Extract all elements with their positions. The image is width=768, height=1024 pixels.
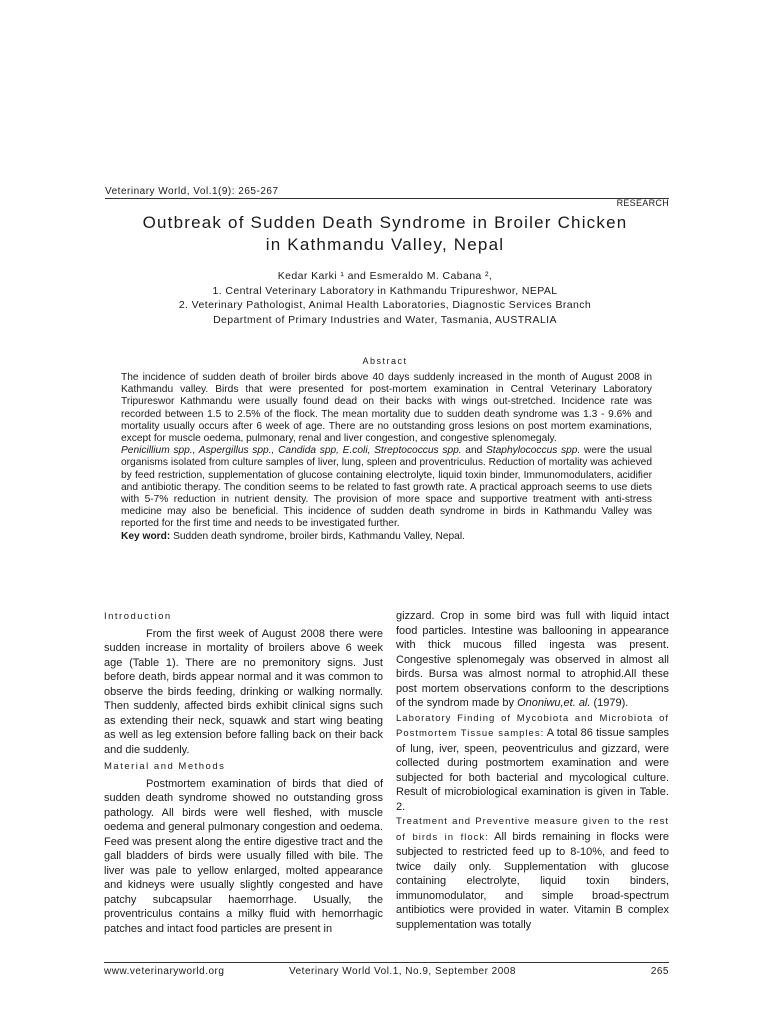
organism-and: and: [461, 445, 486, 457]
footer-rule: [104, 962, 669, 963]
abstract-paragraph-2-rest: were the usual organisms isolated from culture samples of liver, lung, spleen and proventriculus. Reduction of mortality was achieved by feed restriction, supplementation of glucose containing electrolyte, liquid toxin binder, Immunomodulaters, acidifier and antibiotic therapy. The condition seems to be related to fast growth rate. A practical approach seems to use diets with 5-7% reduction in nutrient density. The provision of more space and supportive treatment with anti-stress medicine may also be beneficial. This incidence of sudden death syndrome in birds in Kathmandu Valley was reported for the first time and needs to be investigated further.: [121, 445, 652, 530]
left-column: [104, 609, 383, 936]
keyword-label: Key word:: [121, 530, 171, 542]
author-names: Kedar Karki ¹ and Esmeraldo M. Cabana ²,: [277, 270, 493, 282]
organism-list: Penicillium spp., Aspergillus spp., Candida spp, E.coli, Streptococcus spp.: [121, 445, 462, 457]
article-category: RESEARCH: [616, 198, 669, 208]
title-line-1: Outbreak of Sudden Death Syndrome in Broiler Chicken: [142, 213, 628, 232]
methods-text: Postmortem examination of birds that died of sudden death syndrome showed no outstanding gross pathology. All birds were well fleshed, with muscle oedema and general pulmonary congestion and oedema. Feed was present along the entire digestive tract and the gall bladders of birds were usually filled with bile. The liver was pale to yellow enlarged, molted appearance and kidneys were usually slightly congested and have patchy subcapsular haemorrhage. Usually, the proventriculus contains a milky fluid with hemorrhagic patches and intact food particles are present in: [104, 777, 383, 935]
footer-issue: Veterinary World Vol.1, No.9, September 2008: [289, 966, 516, 977]
introduction-heading: Introduction: [104, 611, 172, 622]
affiliation-2: 2. Veterinary Pathologist, Animal Health Laboratories, Diagnostic Services Branch: [178, 299, 592, 311]
abstract-paragraph-1: The incidence of sudden death of broiler birds above 40 days suddenly increased in the month of August 2008 in Kathmandu valley. Birds that were presented for post-mortem examination in Central Veterinary Laboratory Tripureswor Kathmandu were usually found dead on their backs with wings out-stretched. Incidence rate was recorded between 1.5 to 2.5% of the flock. The mean mortality due to sudden death syndrome was 1.3 - 9.6% and mortality usually occurs after 6 week of age. There are no outstanding gross lesions on post mortem examinations, except for muscle oedema, pulmonary, renal and liver congestion, and congestive splenomegaly.: [121, 372, 652, 445]
treatment: [396, 814, 669, 932]
journal-citation: Veterinary World, Vol.1(9): 265-267: [105, 186, 279, 197]
findings-body: gizzard. Crop in some bird was full with liquid intact food particles. Intestine was ballooning in appearance with thick mucous filled ingesta was present. Congestive splenomegaly was observed in almost all birds. Bursa was almost normal to atrophid.All these post mortem observations conform to the descriptions of the syndrom made by: [396, 610, 669, 709]
page-number: 265: [650, 966, 669, 977]
treatment-text: All birds remaining in flocks were subjected to restricted feed up to 8-10%, and feed to twice daily only. Supplementation with glucose containing electrolyte, liquid toxin binders, immunomodulator, and simple broad-spectrum antibiotics were provided in water. Vitamin B complex supplementation was totally: [396, 830, 670, 931]
affiliation-3: Department of Primary Industries and Water, Tasmania, AUSTRALIA: [213, 313, 557, 326]
title-line-2: in Kathmandu Valley, Nepal: [265, 235, 505, 254]
abstract-text: [121, 372, 652, 543]
findings-text: [396, 609, 669, 711]
article-title: [85, 212, 685, 256]
treatment-heading: Treatment and Preventive measure given to the rest of birds in flock:: [396, 816, 669, 843]
introduction-text: From the first week of August 2008 there were sudden increase in mortality of broilers above 6 week age (Table 1). There are no premonitory signs. Just before death, birds appear normal and it was common to observe the birds feeding, drinking or walking normally. Then suddenly, affected birds exhibit clinical signs such as extending their neck, squawk and start wing beating as well as leg extension before falling back on their back and die suddenly.: [104, 627, 383, 756]
citation-year: (1979).: [590, 697, 629, 709]
keyword-list: Sudden death syndrome, broiler birds, Kathmandu Valley, Nepal.: [170, 530, 465, 542]
right-column: [396, 609, 669, 932]
keywords: [121, 531, 652, 543]
lab-heading: Laboratory Finding of Mycobiota and Microbiota of Postmortem Tissue samples:: [396, 712, 669, 739]
abstract-paragraph-2: [121, 445, 652, 530]
footer-website: www.veterinaryworld.org: [104, 966, 225, 977]
citation: Ononiwu,et. al.: [517, 697, 591, 709]
lab-text: A total 86 tissue samples of lung, iver, speen, peoventriculus and gizzard, were collected during postmortem examination and were subjected for both bacterial and mycological culture. Result of microbiological examination is given in Table. 2.: [396, 727, 669, 813]
abstract-heading: Abstract: [362, 356, 408, 366]
lab-findings: [396, 711, 669, 815]
header-rule: [105, 198, 669, 199]
organism-staph: Staphylococcus spp.: [486, 445, 581, 457]
author-block: [85, 269, 685, 327]
affiliation-1: 1. Central Veterinary Laboratory in Kathmandu Tripureshwor, NEPAL: [212, 284, 558, 297]
methods-heading: Material and Methods: [104, 761, 226, 772]
